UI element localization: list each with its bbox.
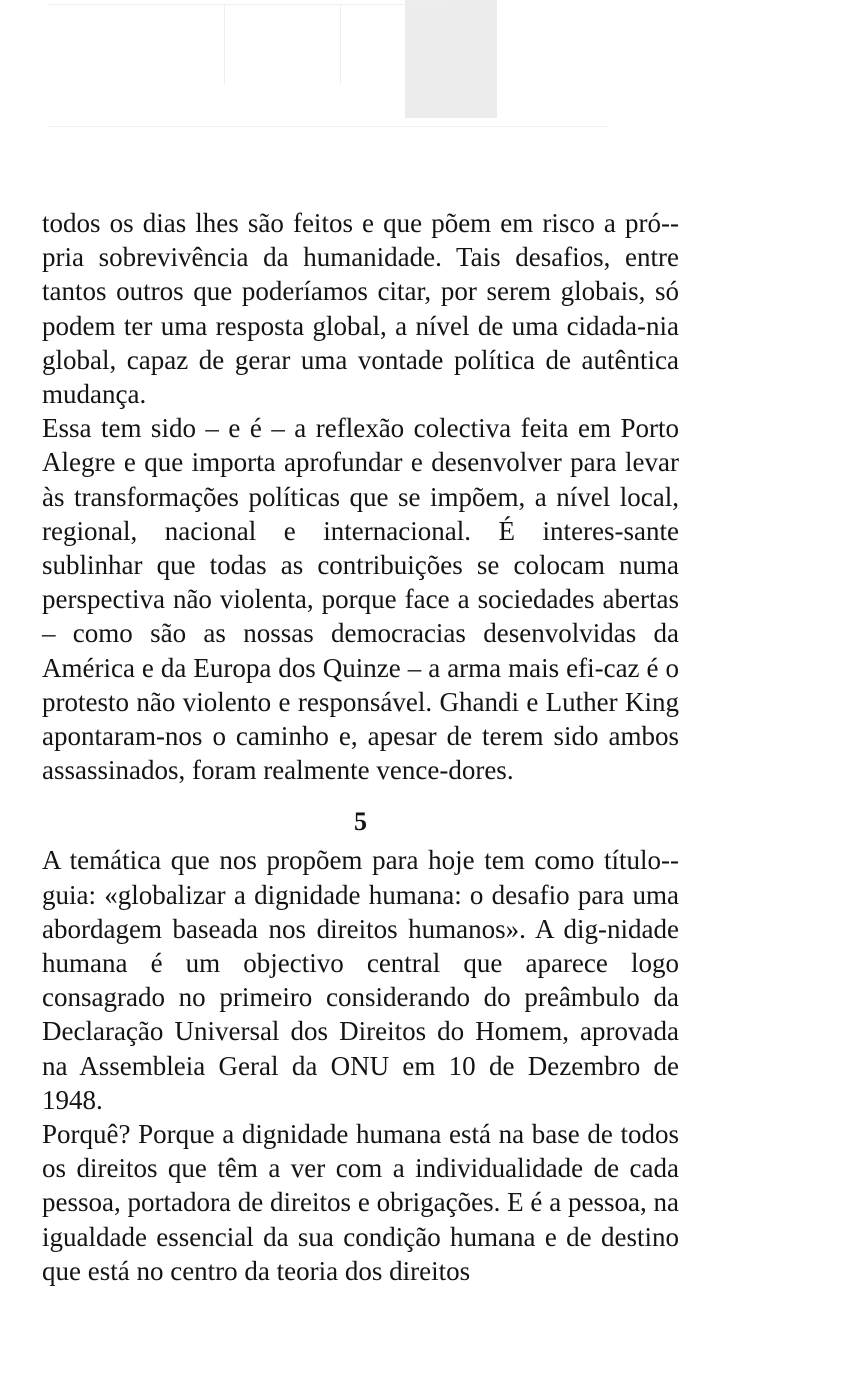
- show-through-rule: [48, 126, 608, 127]
- paragraph-3: A temática que nos propõem para hoje tem como título--guia: «globalizar a dignidade humana: o desafio para uma abordagem baseada nos direitos humanos». A dig-nidade humana é um objectivo central que aparece logo consagrado no primeiro considerando do preâmbulo da Declaração Universal dos Direitos do Homem, aprovada na Assembleia Geral da ONU em 10 de Dezembro de 1948.: [42, 845, 679, 1115]
- show-through-rule: [224, 4, 225, 84]
- show-through-rule: [340, 4, 341, 84]
- show-through-shading: [405, 0, 497, 118]
- paragraph-2: Essa tem sido – e é – a reflexão colectiva feita em Porto Alegre e que importa aprofundar e desenvolver para levar às transformações políticas que se impõem, a nível local, regional, nacional e internacional. É interes-sante sublinhar que todas as contribuições se colocam numa perspectiva não violenta, porque face a sociedades abertas – como são as nossas democracias desenvolvidas da América e da Europa dos Quinze – a arma mais efi-caz é o protesto não violento e responsável. Ghandi e Luther King apontaram-nos o caminho e, apesar de terem sido ambos assassinados, foram realmente vence-dores.: [42, 413, 679, 786]
- section-number: 5: [354, 807, 367, 837]
- paragraph-4: Porquê? Porque a dignidade humana está na base de todos os direitos que têm a ver com a individualidade de cada pessoa, portadora de direitos e obrigações. E é a pessoa, na igualdade essencial da sua condição humana e de destino que está no centro da teoria dos direitos: [42, 1119, 679, 1286]
- page-body: [42, 206, 679, 1288]
- paragraph-1: todos os dias lhes são feitos e que põem em risco a pró-pria sobrevivência da humanidade. Tais desafios, entre tantos outros que poderíamos citar, por serem globais, só podem ter uma resposta global, a nível de uma cidada-nia global, capaz de gerar uma vontade política de autêntica mudança.: [42, 208, 679, 410]
- show-through-rule: [48, 4, 448, 5]
